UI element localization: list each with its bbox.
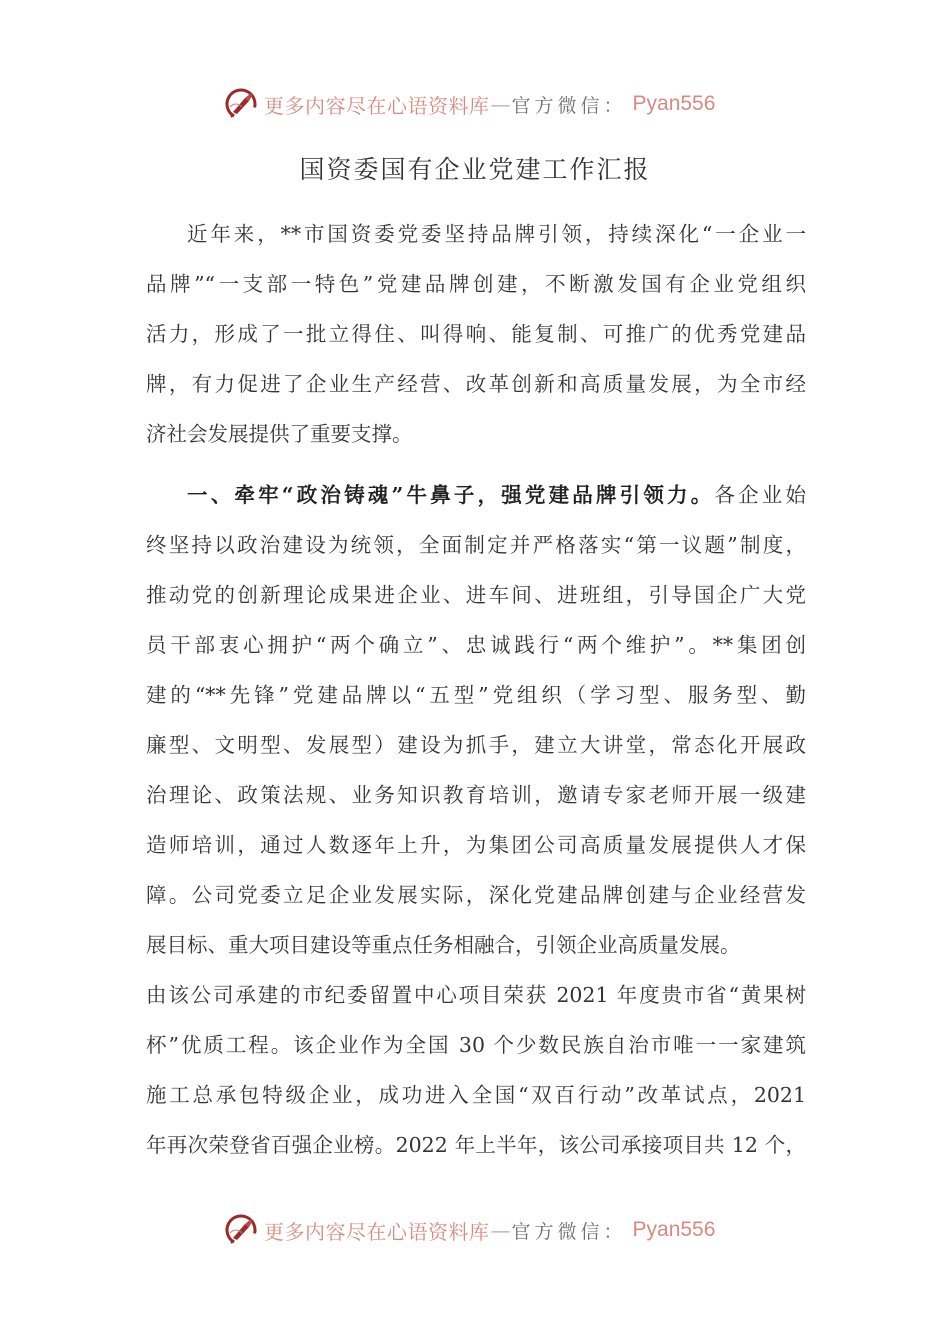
text-line: 近年来，**市国资委党委坚持品牌引领，持续深化“一企业一: [187, 222, 806, 246]
text-line: 廉型、文明型、发展型）建设为抓手，建立大讲堂，常态化开展政: [146, 733, 806, 757]
text-line: 由该公司承建的市纪委留置中心项目荣获 2021 年度贵市省“黄果树: [146, 983, 806, 1007]
header-watermark: [224, 84, 715, 124]
watermark-wechat-id: Pyan556: [632, 1218, 716, 1241]
quill-pen-logo-icon: [224, 1213, 258, 1247]
text-line: 年再次荣登省百强企业榜。2022 年上半年，该公司承接项目共 12 个，: [146, 1133, 806, 1157]
footer-watermark: [224, 1210, 715, 1250]
watermark-brand: 更多内容尽在心语资料库: [264, 93, 490, 118]
text-line: 终坚持以政治建设为统领，全面制定并严格落实“第一议题”制度，: [146, 533, 806, 557]
text-fragment: 各企业始: [714, 483, 806, 507]
text-line: 杯”优质工程。该企业作为全国 30 个少数民族自治市唯一一家建筑: [146, 1033, 806, 1057]
paragraph-section-one: [146, 470, 806, 1170]
text-line: 障。公司党委立足企业发展实际，深化党建品牌创建与企业经营发: [146, 883, 806, 907]
text-line: 济社会发展提供了重要支撑。: [146, 422, 413, 446]
text-line: 推动党的创新理论成果进企业、进车间、进班组，引导国企广大党: [146, 583, 806, 607]
text-line: 建的“**先锋”党建品牌以“五型”党组织（学习型、服务型、勤: [146, 683, 806, 707]
text-line: 活力，形成了一批立得住、叫得响、能复制、可推广的优秀党建品: [146, 322, 806, 346]
text-line-with-heading: [146, 470, 806, 520]
text-line: 施工总承包特级企业，成功进入全国“双百行动”改革试点，2021: [146, 1083, 806, 1107]
quill-pen-logo-icon: [224, 87, 258, 121]
text-line: 展目标、重大项目建设等重点任务相融合，引领企业高质量发展。: [146, 933, 741, 957]
watermark-label: 官方微信：: [511, 94, 627, 117]
document-title: 国资委国有企业党建工作汇报: [299, 155, 651, 184]
watermark-dash: —: [490, 92, 511, 116]
text-line: 员干部衷心拥护“两个确立”、忠诚践行“两个维护”。**集团创: [146, 633, 806, 657]
text-line: 牌，有力促进了企业生产经营、改革创新和高质量发展，为全市经: [146, 372, 806, 396]
watermark-label: 官方微信：: [511, 1220, 627, 1243]
text-line: 治理论、政策法规、业务知识教育培训，邀请专家老师开展一级建: [146, 783, 806, 807]
watermark-brand: 更多内容尽在心语资料库: [264, 1219, 490, 1244]
watermark-wechat-id: Pyan556: [632, 92, 716, 115]
section-heading: 一、牵牢“政治铸魂”牛鼻子，强党建品牌引领力。: [187, 483, 715, 507]
watermark-dash: —: [490, 1218, 511, 1242]
text-line: 造师培训，通过人数逐年上升，为集团公司高质量发展提供人才保: [146, 833, 806, 857]
text-line: 品牌”“一支部一特色”党建品牌创建，不断激发国有企业党组织: [146, 272, 806, 296]
paragraph-intro: [146, 209, 806, 459]
